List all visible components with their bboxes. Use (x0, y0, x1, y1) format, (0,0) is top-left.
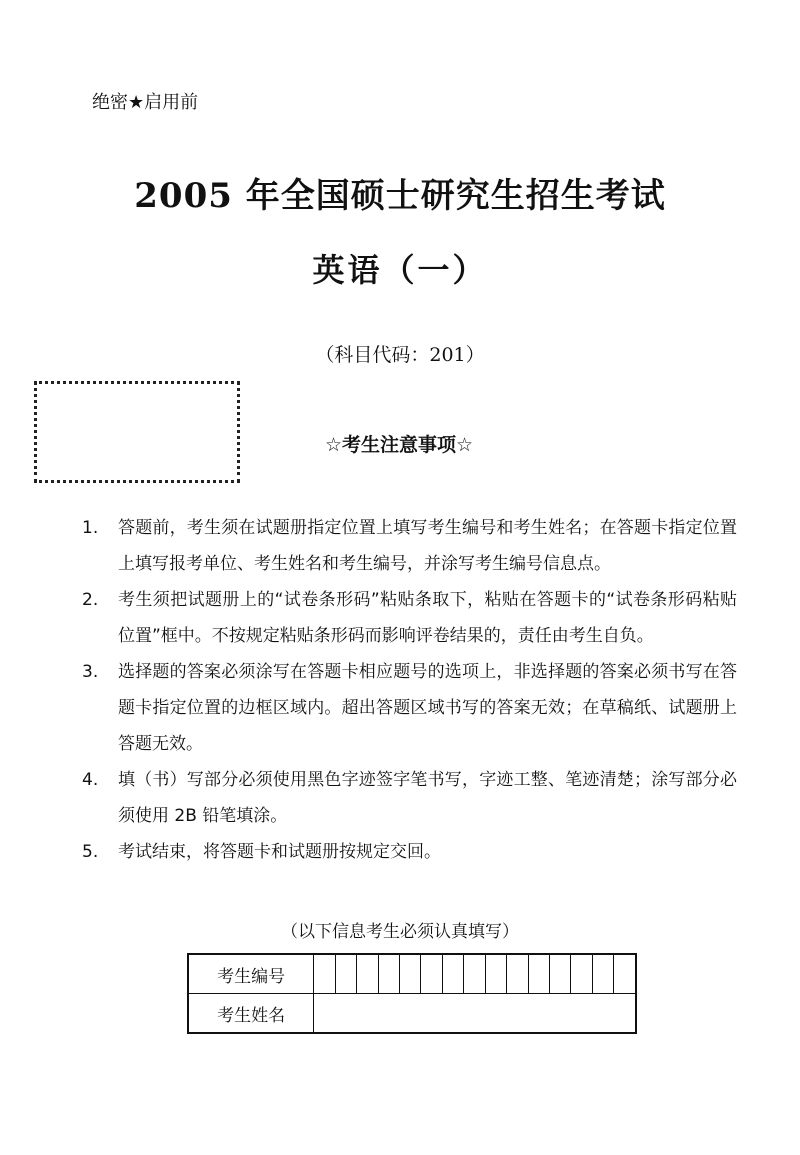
candidate-name-label: 考生姓名 (188, 994, 314, 1034)
candidate-info-table (187, 953, 637, 1034)
notice-item (82, 654, 737, 762)
exam-subject: 英语（一） (312, 251, 488, 289)
candidate-number-digit-box[interactable] (614, 954, 636, 994)
notice-number: 1. (82, 518, 99, 538)
notice-list (82, 510, 737, 870)
notice-item (82, 510, 737, 582)
candidate-number-digit-box[interactable] (571, 954, 592, 994)
candidate-number-digit-box[interactable] (550, 954, 571, 994)
candidate-number-digit-box[interactable] (378, 954, 399, 994)
candidate-number-digit-box[interactable] (399, 954, 420, 994)
notice-text: 考试结束，将答题卡和试题册按规定交回。 (118, 842, 441, 862)
candidate-number-digit-box[interactable] (485, 954, 506, 994)
candidate-number-digit-box[interactable] (528, 954, 549, 994)
candidate-number-label: 考生编号 (188, 954, 314, 994)
candidate-number-digit-box[interactable] (335, 954, 356, 994)
notice-number: 4. (82, 770, 99, 790)
candidate-name-row (188, 994, 636, 1034)
candidate-number-digit-box[interactable] (421, 954, 442, 994)
candidate-number-digit-box[interactable] (507, 954, 528, 994)
notice-item (82, 582, 737, 654)
notice-number: 3. (82, 662, 99, 682)
candidate-number-row (188, 954, 636, 994)
candidate-name-field[interactable] (314, 994, 636, 1034)
notice-text: 答题前，考生须在试题册指定位置上填写考生编号和考生姓名；在答题卡指定位置上填写报考单位、考生姓名和考生编号，并涂写考生编号信息点。 (118, 518, 737, 574)
fill-instruction: （以下信息考生必须认真填写） (281, 922, 519, 942)
notice-number: 2. (82, 590, 99, 610)
secret-label: 绝密★启用前 (92, 92, 199, 113)
candidate-number-digit-box[interactable] (592, 954, 613, 994)
notice-number: 5. (82, 842, 99, 862)
candidate-number-digit-box[interactable] (314, 954, 335, 994)
notice-text: 选择题的答案必须涂写在答题卡相应题号的选项上，非选择题的答案必须书写在答题卡指定位置的边框区域内。超出答题区域书写的答案无效；在草稿纸、试题册上答题无效。 (118, 662, 737, 754)
notice-text: 填（书）写部分必须使用黑色字迹签字笔书写，字迹工整、笔迹清楚；涂写部分必须使用 2B 铅笔填涂。 (118, 770, 737, 826)
notice-item (82, 762, 737, 834)
notice-text: 考生须把试题册上的“试卷条形码”粘贴条取下，粘贴在答题卡的“试卷条形码粘贴位置”框中。不按规定粘贴条形码而影响评卷结果的，责任由考生自负。 (118, 590, 737, 646)
notice-item (82, 834, 737, 870)
notice-heading: ☆考生注意事项☆ (325, 434, 474, 456)
candidate-number-digit-box[interactable] (357, 954, 378, 994)
barcode-placement-box (34, 381, 240, 483)
candidate-number-digit-box[interactable] (442, 954, 463, 994)
candidate-number-digit-box[interactable] (464, 954, 485, 994)
subject-code: （科目代码：201） (315, 344, 485, 366)
exam-title: 2005 年全国硕士研究生招生考试 (134, 176, 666, 216)
